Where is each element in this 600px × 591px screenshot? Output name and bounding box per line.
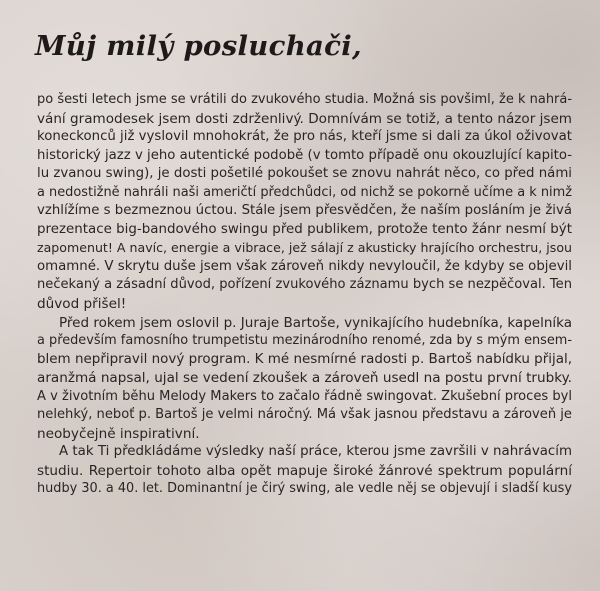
text-line: důvod přišel!	[37, 296, 127, 313]
text-line: vzhlížíme s bezmeznou úctou. Stále jsem přesvědčen, že naším posláním je živá	[37, 203, 572, 219]
text-line: blem nepřipravil nový program. K mé nesmírné radosti p. Bartoš nabídku přijal,	[37, 351, 572, 367]
letter-salutation-title: Můj milý posluchači,	[35, 31, 362, 62]
text-line: neobyčejně inspirativní.	[37, 425, 200, 442]
text-line: historický jazz v jeho autentické podobě (v tomto případě onu okouzlující kapito-	[37, 147, 572, 163]
text-line: A v životním běhu Melody Makers to začalo řádně swingovat. Zkušební proces byl	[37, 388, 572, 404]
text-line: hudby 30. a 40. let. Dominantní je čirý swing, ale vedle něj se objevují i sladší kusy	[37, 481, 572, 497]
text-line: lu zvanou swing), je dosti pošetilé pokoušet se znovu nahrát něco, co před námi	[37, 166, 572, 182]
text-line: nečekaný a zásadní důvod, pořízení zvukového záznamu bych se nezpěčoval. Ten	[37, 277, 572, 293]
text-line: A tak Ti předkládáme výsledky naší práce, kterou jsme završili v nahrávacím	[59, 444, 572, 460]
text-line: omamné. V skrytu duše jsem však zároveň nikdy nevyloučil, že kdyby se objevil	[37, 258, 572, 274]
text-line: studiu. Repertoir tohoto alba opět mapuje široké žánrové spektrum populární	[37, 462, 572, 479]
text-line: po šesti letech jsme se vrátili do zvukového studia. Možná sis povšiml, že k nahrá-	[37, 92, 572, 107]
text-line: zapomenut! A navíc, energie a vibrace, jež sálají z akusticky hrajícího orchestru, jsou	[37, 240, 572, 256]
text-line: aranžmá napsal, ujal se vedení zkoušek a zároveň usedl na postu první trubky.	[37, 370, 572, 387]
text-line: koneckonců již vyslovil mnohokrát, že pro nás, kteří jsme si dali za úkol oživovat	[37, 129, 572, 145]
text-line: Před rokem jsem oslovil p. Juraje Bartoše, vynikajícího hudebníka, kapelníka	[59, 314, 572, 331]
text-line: nelehký, neboť p. Bartoš je velmi náročný. Má však jasnou představu a zároveň je	[37, 407, 572, 423]
text-line: a nedostižně nahráli naši američtí předchůdci, od nichž se pokorně učíme a k nimž	[37, 184, 572, 200]
text-line: prezentace big-bandového swingu před publikem, protože tento žánr nesmí být	[37, 221, 572, 237]
text-line: a především famosního trumpetistu mezinárodního renomé, zda by s mým ensem-	[37, 333, 572, 349]
text-line: vání gramodesek jsem dosti zdrženlivý. Domnívám se totiž, a tento názor jsem	[37, 110, 572, 127]
letter-body	[37, 91, 572, 499]
